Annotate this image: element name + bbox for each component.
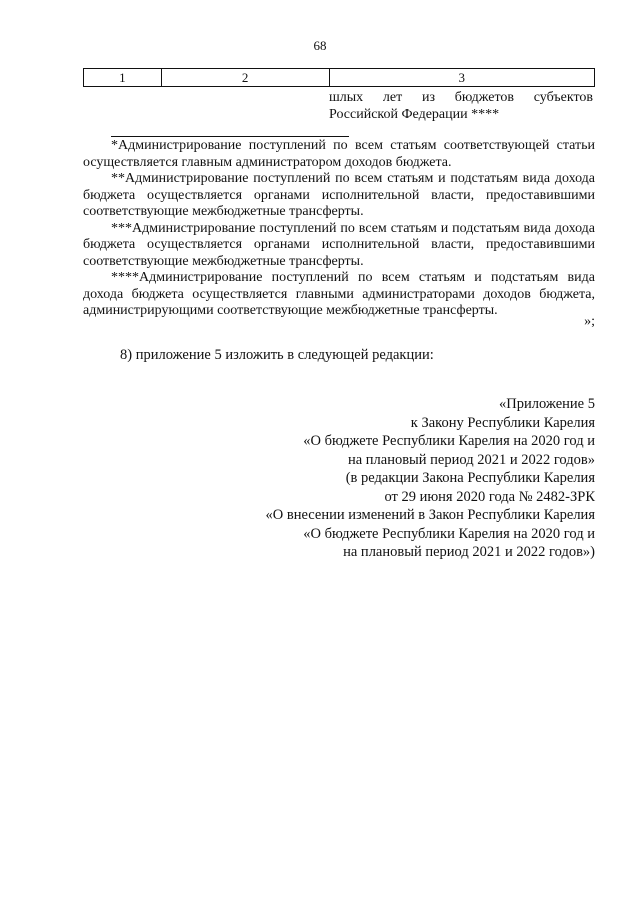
- amendment-instruction: 8) приложение 5 изложить в следующей редакции:: [120, 347, 434, 363]
- footnote-separator: [111, 136, 349, 137]
- appendix-line: на плановый период 2021 и 2022 годов»): [343, 544, 595, 560]
- table-header-cell-1: 1: [84, 69, 162, 87]
- appendix-line: «Приложение 5: [499, 396, 595, 412]
- table-header-cell-3: 3: [329, 69, 594, 87]
- table-row: [84, 69, 595, 87]
- footnote-3: ***Администрирование поступлений по всем статьям и подстатьям вида дохода бюджета осуществляется органами исполнительной власти, предоставившими соответствующие межбюджетные трансферты.: [83, 220, 595, 269]
- footnote-4: ****Администрирование поступлений по всем статьям и подстатьям вида дохода бюджета осуществляется главными администраторами доходов бюджета, администрирующими соответствующие межбюджетные трансферты.: [83, 270, 595, 318]
- appendix-line: от 29 июня 2020 года № 2482-ЗРК: [384, 488, 595, 505]
- footnotes: [83, 138, 595, 320]
- table-cell-continued-text: шлых лет из бюджетов субъектов Российской Федерации ****: [329, 90, 593, 122]
- footnote-2: **Администрирование поступлений по всем статьям и подстатьям вида дохода бюджета осуществляется органами исполнительной власти, предоставившими соответствующие межбюджетные трансферты.: [83, 171, 595, 219]
- appendix-line: на плановый период 2021 и 2022 годов»: [347, 451, 595, 468]
- appendix-line: «О бюджете Республики Карелия на 2020 год и: [303, 525, 595, 542]
- closing-quote-mark: »;: [584, 314, 595, 329]
- appendix-heading: [200, 395, 595, 562]
- appendix-line: к Закону Республики Карелия: [410, 414, 595, 431]
- table-header-cell-2: 2: [161, 69, 329, 87]
- appendix-line: «О бюджете Республики Карелия на 2020 год и: [303, 433, 595, 449]
- page-number: 68: [313, 38, 327, 53]
- appendix-line: (в редакции Закона Республики Карелия: [345, 470, 595, 486]
- footnote-1: *Администрирование поступлений по всем статьям соответствующей статьи осуществляется главным администратором доходов бюджета.: [83, 138, 595, 170]
- appendix-line: «О внесении изменений в Закон Республики Карелия: [265, 507, 595, 523]
- table-header: [83, 68, 595, 87]
